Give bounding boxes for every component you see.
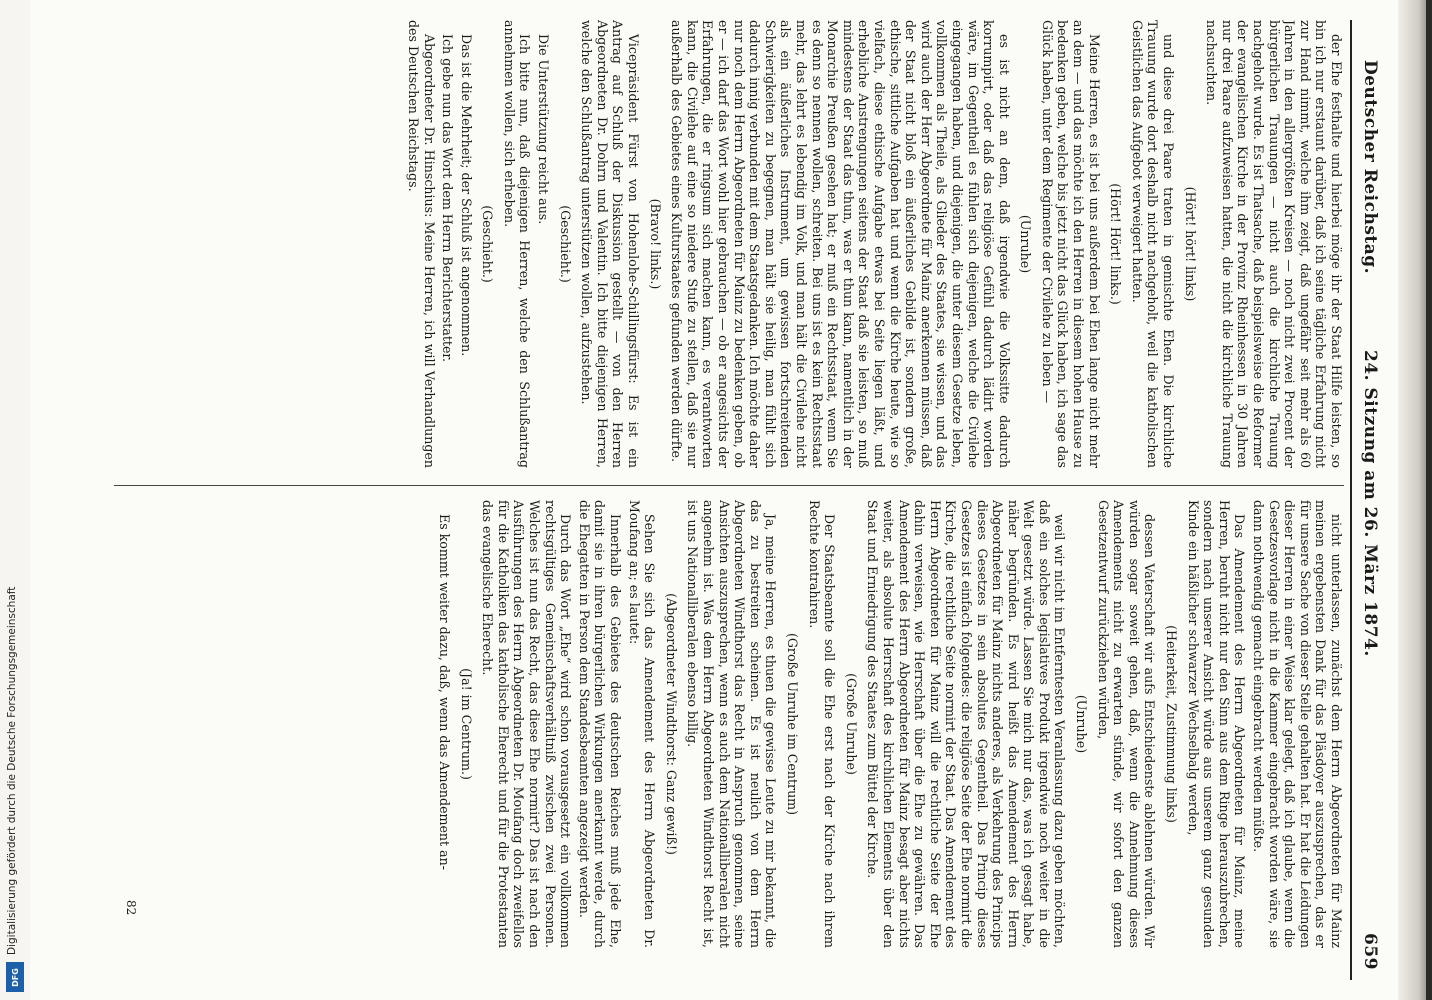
dfg-logo (6, 962, 24, 992)
paragraph: Ja, meine Herren, es thuen die gewisse Leute zu mir bekannt, die das zu bestreiten scheinen. Es ist neulich von dem Herrn Abgeordneten Windthorst das Recht in Anspruch genommen, seine Ansichten auszusprechen, wenn es auch dem Nationalliberalen nicht angenehm ist. Was dem Herrn Abgeordneten Windthorst Recht ist, ist uns Nationalliberalen ebenso billig. (685, 500, 779, 948)
paragraph: weil wir nicht im Entferntesten Veranlassung dazu geben möchten, daß ein solches legislatives Produkt irgendwie noch weiter in die Welt gesetzt würde. Lassen Sie mich nur das, was ich gesagt habe, näher begründen. Es wird heißt das Amendement des Herrn Abgeordneten für Mainz nichts anderes, als Verkehrung des Princips dieses Gesetzes in sein absolutes Gegentheil. Das Princip dieses Gesetzes ist einfach folgendes: die religiöse Seite der Ehe normirt die Kirche, die rechtliche Seite normirt der Staat. Das Amendement des Herrn Abgeordneten für Mainz will die rechtliche Seite der Ehe dahin verweisen, wie Herrschaft über die Ehe zu gewähren. Das Amendement des Herrn Abgeordneten für Mainz besagt aber nichts weiter, als absolute Herrschaft des kirchlichen Elements über den Staat und Erniedrigung des Staates zum Büttel der Kirche. (865, 500, 1068, 948)
paragraph: Ich gebe nun das Wort dem Herrn Berichterstatter. (440, 34, 456, 363)
page-number: 659 (1360, 933, 1380, 970)
interjection: (Geschieht.) (480, 205, 496, 283)
paragraph: der Ehe festhalte und hierbei möge ihr der Staat Hilfe leisten, so bin ich nur erstaunt darüber, daß ich seine tägliche Erfahrung nicht zur Hand nimmt, welche ihm zeigt, daß ungefähr seit mehr als 60 Jahren in den allergrößten Kreisen — noch nicht zwei Procent der bürgerlichen Trauungen — nicht auch die kirchliche Trauung nachgeholt wurde. Es ist Thatsache, daß beispielsweise die Reformer der evangelischen Kirche in der Provinz Rheinhessen in 30 Jahren nur drei Paare aufzuweisen hatten, die nicht die kirchliche Trauung nachsuchten. (1204, 20, 1344, 468)
paragraph: es ist nicht an dem, daß irgendwie die Volkssitte dadurch korrumpirt, oder daß das religiöse Gefühl dadurch lädirt worden wäre, im Gegentheil es fühlen sich diejenigen, welche die Civilehe eingegangen haben, und diejenigen, die unter diesem Gesetze leben, vollkommen als Theile, als Glieder des Staates, sie wissen, und das wird auch der Herr Abgeordnete für Mainz anerkennen müssen, daß der Staat nicht bloß ein äußerliches Gebilde ist, sondern große, ethische, sittliche Aufgaben hat und wenn die Kirche heute, wie so vielfach, diese ethische Aufgabe etwas bei Seite liegen läßt, und erhebliche Anstrengungen seitens der Staat daß sie leisten, so muß mindestens der Staat das thun, was er thun kann, namentlich in der Monarchie Preußen gesehen hat; er muß ein Rechtsstaat, wenn Sie es denn so nennen wollen, schreiten. Bei uns ist es kein Rechtsstaat mehr, das lehrt es lebendig im Volk, und man hält die Civilehe nicht als ein äußerliches Instrument, um gewissen fortschreitenden Schwierigkeiten zu begegnen, man hält sie heilig, man fühlt sich dadurch innig verbunden mit dem Staatsgedanken. Ich möchte daher nur noch dem Herrn Abgeordneten für Mainz zu bedenken geben, ob er — ich darf das Wort wohl hier gebrauchen — ob er angesichts der Erfahrungen, die er ringsum sich machen kann, es verantworten kann, die Civilehe auf eine so niedere Stufe zu stellen, daß sie nur außerhalb des Gebietes eines Kulturstaates gefunden werden dürfte. (669, 20, 1012, 468)
running-header (1350, 20, 1386, 980)
header-title: Deutscher Reichstag. (1360, 60, 1380, 275)
paragraph: dessen Vaterschaft wir aufs Entschiedenste ablehnen würden. Wir würden sogar soweit gehen, daß, wenn die Annehmung dieses Amendements nicht zu erwarten stünde, wir sofort den ganzen Gesetzentwurf zurückziehen würden, (1095, 500, 1158, 948)
interjection: (Unruhe) (1018, 214, 1034, 274)
right-column (114, 500, 1344, 948)
paragraph: Ich bitte nun, daß diejenigen Herren, welche den Schlußantrag annehmen wollen, sich erheben. (501, 20, 533, 468)
paragraph: Die Unterstützung reicht aus. (536, 34, 552, 225)
dfg-logo-text: DFG (10, 967, 20, 987)
interjection: (Abgeordneter Windthorst: Ganz gewiß!) (663, 593, 679, 855)
interjection: (Große Unruhe) (843, 673, 859, 775)
paragraph: Vicepräsident Fürst von Hohenlohe-Schillingsfürst: Es ist ein Antrag auf Schluß der Diskussion gestellt — von den Herren Abgeordneten Dr. Dohrn und Valentin. Ich bitte diejenigen Herren, welche den Schlußantrag unterstützen wollen, aufzustehen. (579, 20, 642, 468)
header-session-date: 24. Sitzung am 26. März 1874. (1360, 350, 1380, 657)
paragraph: Das ist die Mehrheit; der Schluß ist angenommen. (458, 34, 474, 357)
funding-credit: Digitalisierung gefördert durch die Deutsche Forschungsgemeinschaft (6, 586, 18, 955)
interjection: (Ja! im Centrum.) (458, 668, 474, 780)
scan-edge (1426, 0, 1432, 1000)
interjection: (Hört! Hört! links.) (1108, 183, 1124, 305)
paragraph: Innerhalb des Gebietes des deutschen Reiches muß jede Ehe, damit sie in ihren bürgerlichen Wirkungen anerkannt werde, durch die Ehegatten in Person dem Standesbeamten angezeigt werden. (576, 500, 624, 948)
paragraph: Durch das Wort „Ehe“ wird schon vorausgesetzt ein vollkommen rechtsgültiges Gemeinschaftsverhältniß zwischen zwei Personen. Welches ist nun das Recht, das diese Ehe normirt? Das ist nach den Ausführungen des Herrn Abgeordneten Dr. Moufang doch zweifellos für die Katholiken das katholische Eherecht und für die Protestanten das evangelische Eherecht. (480, 500, 574, 948)
interjection: (Hört! hört! links) (1182, 186, 1198, 302)
interjection: (Große Unruhe im Centrum) (785, 632, 800, 816)
paragraph: Abgeordneter Dr. Hinschius: Meine Herren, ich will Verhandlungen des Deutschen Reichstags. (405, 20, 437, 468)
left-column (114, 20, 1344, 468)
interjection: (Geschieht.) (557, 205, 573, 283)
paragraph: und diese drei Paare traten in gemischte Ehen. Die kirchliche Trauung wurde dort deshalb nicht nachgeholt, weil die katholischen Geistlichen das Aufgebot verweigert hatten. (1129, 20, 1177, 468)
paragraph: nicht unterlassen, zunächst dem Herrn Abgeordneten für Mainz meinen ergebensten Dank für das Pläsdoyer auszusprechen, das er für unsere Sache von dieser Stelle gehalten hat. Er hat die Leidungen dieser Herren in einer Weise klar gelegt, daß ich glaube, wenn die Gesetzesvorlage nicht in die Kammer eingebracht worden wäre, sie dann nothwendig gemacht eingebracht werden müßte. (1251, 500, 1344, 948)
column-divider (114, 485, 1344, 486)
paragraph: Der Staatsbeamte soll die Ehe erst nach der Kirche nach ihrem Rechte kontrahiren. (806, 500, 838, 948)
signature-mark: 82 (124, 900, 138, 916)
rotated-page-content (96, 20, 1386, 980)
paragraph: Es kommt weiter dazu, daß, wenn das Amendement an- (437, 514, 453, 870)
paragraph: Das Amendement des Herrn Abgeordneten für Mainz, meine Herren, beruht nicht nur den Sinn aus dem Ringe herauszubrechen, sondern nach unserer Ansicht würde aus unserem ganz gesunden Kinde ein häßlicher schwarzer Wechselbalg werden, (1185, 500, 1248, 948)
page-surface (30, 0, 1410, 1000)
paragraph: Meine Herren, es ist bei uns außerdem bei Ehen lange nicht mehr an dem — und das möchte ich den Herren in diesem hohen Hause zu bedenken geben, welche bis jetzt nicht das Glück haben, ich sage das Glück haben, unter dem Regimente der Civilehe zu leben — (1039, 20, 1102, 468)
interjection: (Unruhe) (1074, 694, 1090, 754)
interjection: (Bravo! links.) (647, 198, 663, 290)
paragraph: Sehen Sie sich das Amendement des Herrn Abgeordneten Dr. Moufang an; es lautet: (626, 500, 658, 948)
interjection: (Heiterkeit, Zustimmung links) (1164, 625, 1180, 823)
